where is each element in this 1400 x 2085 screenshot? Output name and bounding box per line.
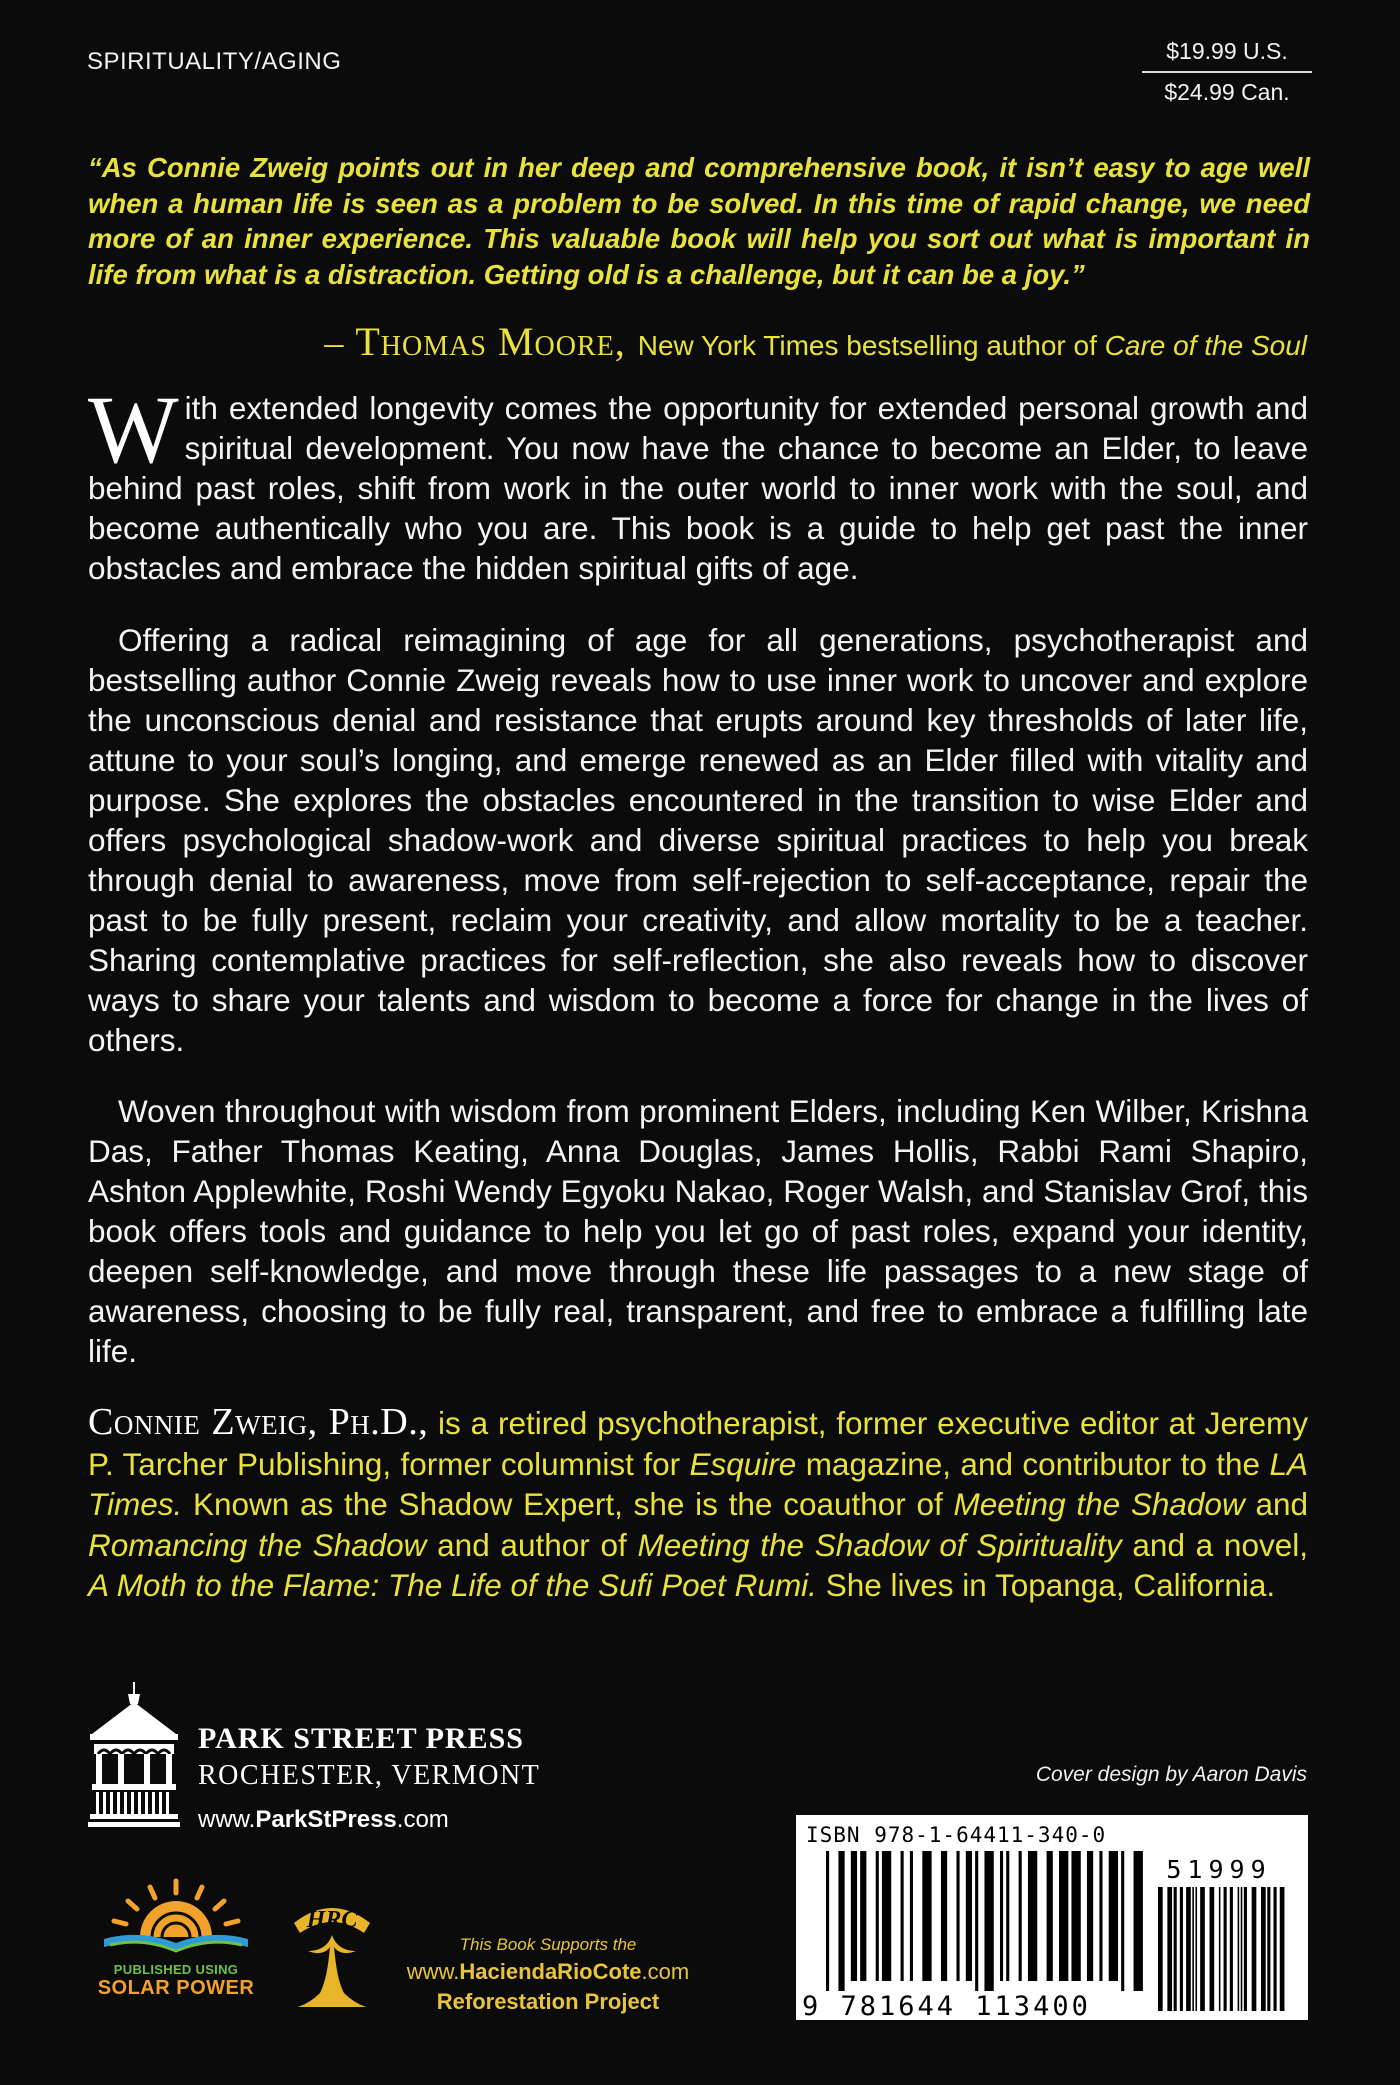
publisher-city: ROCHESTER, VERMONT <box>198 1760 541 1791</box>
hrc-line-1: This Book Supports the <box>459 1935 637 1954</box>
barcode-bar <box>1267 1887 1270 2011</box>
barcode-bar <box>882 1851 891 1981</box>
attribution-author: Thomas Moore, <box>355 319 626 364</box>
bio-text-6: and a novel, <box>1121 1526 1308 1563</box>
attribution-dash: – <box>324 322 344 364</box>
barcode-bar <box>1047 1851 1053 1981</box>
bio-italic-3: Meeting the Shadow <box>953 1486 1245 1522</box>
barcode-bar <box>1000 1851 1003 1981</box>
solar-line-2: SOLAR POWER <box>97 1977 255 1999</box>
description-paragraph-3: Woven throughout with wisdom from prominent Elders, including Ken Wilber, Krishna Das, Father Thomas Keating, Anna Douglas, James Hollis, Rabbi Rami Shapiro, Ashton Applewhite, Roshi Wendy Egyoku Nakao, Roger Walsh, and Stanislav Grof, this book offers tools and guidance to help you let go of past roles, expand your identity, deepen self-knowledge, and move through these life passages to a new stage of awareness, choosing to be fully real, transparent, and free to embrace a fulfilling late life. <box>88 1093 1308 1369</box>
solar-line-1: PUBLISHED USING <box>113 1962 239 1977</box>
publisher-web-suffix: .com <box>396 1806 449 1833</box>
barcode-bar <box>876 1851 879 1981</box>
barcode-bar <box>1121 1851 1124 1991</box>
attribution-description <box>638 330 1307 361</box>
barcode-bar <box>910 1851 913 1981</box>
bio-text-5: and author of <box>426 1526 638 1563</box>
barcode-bar <box>901 1851 904 1981</box>
barcode-bar <box>1109 1851 1118 1981</box>
barcode-bar <box>1244 1887 1247 2011</box>
barcode-bar <box>1167 1887 1172 2011</box>
solar-power-badge <box>88 1875 264 2000</box>
isbn-barcode <box>796 1815 1308 2020</box>
barcode-bar <box>1241 1887 1243 2011</box>
barcode-bar <box>966 1851 972 1981</box>
barcode-bar <box>1280 1887 1285 2011</box>
barcode-bar <box>1200 1887 1205 2011</box>
barcode-bar <box>1174 1887 1177 2011</box>
barcode-bar <box>1186 1887 1191 2011</box>
barcode-bar <box>1158 1887 1163 2011</box>
attribution-desc-text: New York Times bestselling author of <box>637 330 1105 361</box>
description-paragraph-2: Offering a radical reimagining of age for all generations, psychotherapist and bestselling author Connie Zweig reveals how to use inner work to uncover and explore the unconscious denial and resistance that erupts around key thresholds of later life, attune to your soul’s longing, and emerge renewed as an Elder filled with vitality and purpose. She explores the obstacles encountered in the transition to wise Elder and offers psychological shadow-work and diverse spiritual practices to help you break through denial to awareness, move from self-rejection to self-acceptance, repair the past to be fully present, reclaim your creativity, and allow mortality to be a teacher. Sharing contemplative practices for self-reflection, she also reveals how to discover ways to share your talents and wisdom to become a force for change in the lives of others. <box>88 622 1308 1058</box>
barcode-bar <box>1006 1851 1009 1981</box>
barcode-bar <box>984 1851 993 1991</box>
endorsement-quote: “As Connie Zweig points out in her deep and comprehensive book, it isn’t easy to age well when a human life is seen as a problem to be solved. In this time of rapid change, we need more of an inner experience. This valuable book will help you sort out what is important in life from what is a distraction. Getting old is a challenge, but it can be a joy.” <box>88 152 1310 290</box>
publisher-web-prefix: www. <box>198 1806 256 1833</box>
bio-italic-2: LA Times. <box>88 1445 1308 1522</box>
barcode-bar <box>838 1851 844 1991</box>
hrc-line-3: Reforestation Project <box>436 1989 660 2014</box>
barcode-bar <box>1019 1851 1022 1981</box>
barcode-bar <box>1252 1887 1257 2011</box>
barcode-bar <box>851 1851 857 1981</box>
hrc-web-suffix: .com <box>641 1959 690 1984</box>
barcode-bar <box>1192 1887 1194 2011</box>
barcode-bar <box>941 1851 947 1981</box>
bio-text-1: is a retired psychotherapist, former executive editor at Jeremy P. Tarcher Publishing, former columnist for <box>88 1405 1308 1482</box>
hrc-website <box>388 1959 708 1985</box>
hrc-support-text <box>388 1935 708 2015</box>
barcode-bar <box>1230 1887 1233 2011</box>
category-label: SPIRITUALITY/AGING <box>87 48 342 75</box>
barcode-bar <box>1099 1851 1102 1981</box>
hrc-web-bold: HaciendaRioCote <box>459 1959 642 1984</box>
bio-text-3: Known as the Shadow Expert, she is the coauthor of <box>182 1486 954 1522</box>
paragraph-1-text: ith extended longevity comes the opportunity for extended personal growth and spiritual development. You now have the chance to become an Elder, to leave behind past roles, shift from work in the outer world to inner work with the soul, and become authentically who you are. This book is a guide to help get past the inner obstacles and embrace the hidden spiritual gifts of age. <box>88 390 1308 586</box>
author-name: Connie Zweig, Ph.D., <box>88 1401 429 1443</box>
bio-text-2: magazine, and contributor to the <box>796 1445 1270 1482</box>
bio-text-7: She lives in Topanga, California. <box>816 1567 1276 1603</box>
price-can: $24.99 Can. <box>1164 79 1290 105</box>
barcode-bar <box>1219 1887 1221 2011</box>
barcode-bar <box>922 1851 931 1981</box>
hrc-tree-logo <box>282 1895 382 2020</box>
price-us: $19.99 U.S. <box>1142 38 1312 73</box>
barcode-bar <box>860 1851 866 1981</box>
price-code-digits: 51999 <box>1166 1855 1272 1884</box>
publisher-name: PARK STREET PRESS <box>198 1722 524 1755</box>
description-paragraph-1 <box>88 376 1308 588</box>
barcode-bar <box>975 1851 978 1991</box>
barcode-bar <box>1059 1851 1068 1981</box>
bio-text-4: and <box>1244 1486 1308 1522</box>
bio-italic-6: A Moth to the Flame: The Life of the Sufi Poet Rumi. <box>88 1567 817 1603</box>
barcode-bar <box>1210 1887 1215 2011</box>
attribution-book-title: Care of the Soul <box>1104 330 1307 361</box>
ean-barcode-bars <box>826 1851 1146 1991</box>
price-block <box>1142 38 1312 106</box>
publisher-web-bold: ParkStPress <box>255 1806 397 1833</box>
hrc-web-prefix: www. <box>406 1959 460 1984</box>
bio-italic-1: Esquire <box>689 1445 797 1482</box>
author-bio <box>88 1402 1308 1606</box>
bio-italic-5: Meeting the Shadow of Spirituality <box>637 1526 1122 1563</box>
barcode-bar <box>1087 1851 1093 1981</box>
barcode-bar <box>1195 1887 1197 2011</box>
barcode-bar <box>826 1851 829 1991</box>
barcode-bar <box>956 1851 959 1981</box>
barcode-bar <box>1180 1887 1183 2011</box>
drop-cap: W <box>88 376 179 483</box>
sun-book-icon <box>88 1875 264 1955</box>
barcode-bar <box>1261 1887 1266 2011</box>
barcode-bar <box>1028 1851 1037 1981</box>
ean-digits: 9 781644 113400 <box>802 1991 1091 2022</box>
hrc-logo-text: HRC <box>306 1907 358 1933</box>
barcode-bar <box>1238 1887 1240 2011</box>
gazebo-logo-icon <box>88 1682 180 1837</box>
bio-italic-4: Romancing the Shadow <box>88 1526 427 1563</box>
barcode-bar <box>1134 1851 1143 1991</box>
barcode-bar <box>1274 1887 1277 2011</box>
cover-credit: Cover design by Aaron Davis <box>1035 1763 1307 1786</box>
price-addon-bars <box>1158 1887 1286 2011</box>
publisher-website <box>198 1806 449 1834</box>
isbn-label: ISBN 978-1-64411-340-0 <box>806 1823 1107 1847</box>
barcode-bar <box>1071 1851 1080 1981</box>
quote-attribution <box>324 318 1307 365</box>
barcode-bar <box>1224 1887 1227 2011</box>
